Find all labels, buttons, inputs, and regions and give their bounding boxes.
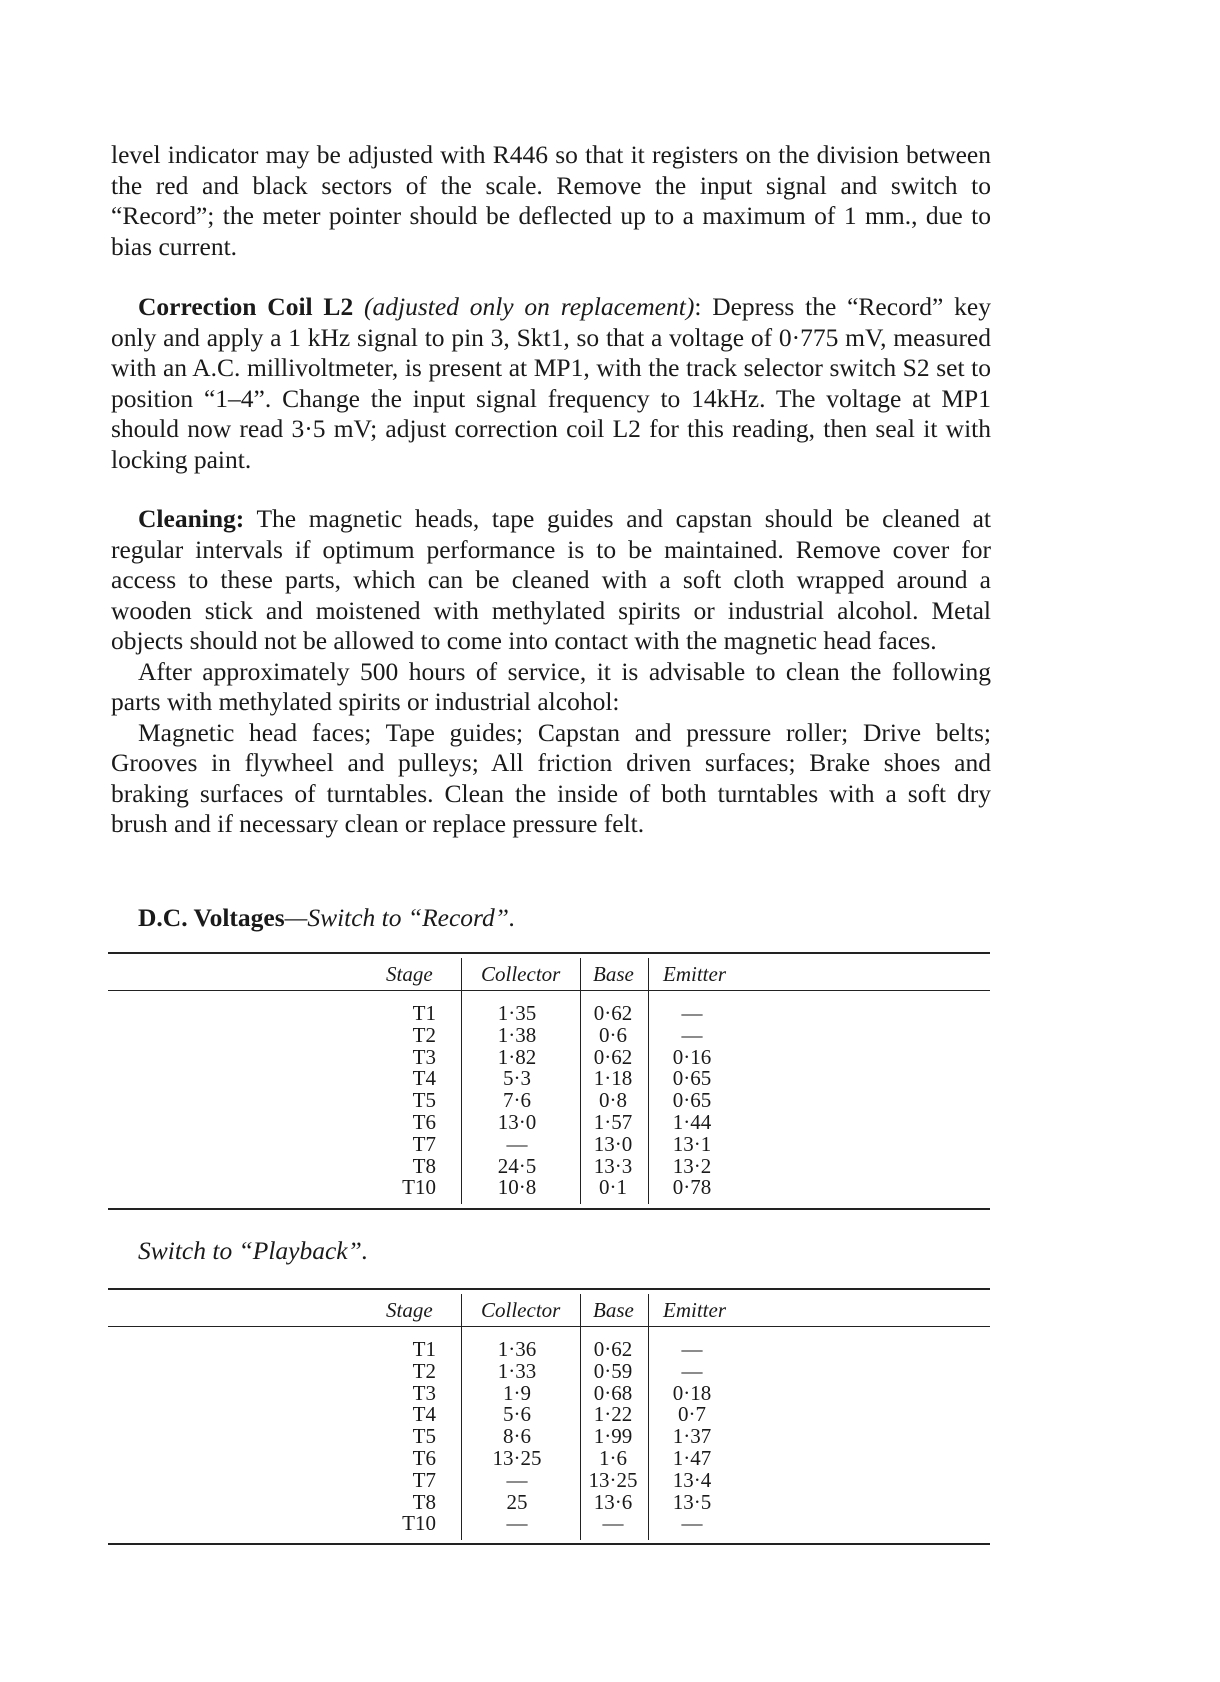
header-collector: Collector <box>481 1298 561 1322</box>
header-collector: Collector <box>481 962 561 986</box>
table-header-rule <box>108 1326 990 1327</box>
header-stage: Stage <box>386 962 433 986</box>
stage-column-values: T1 T2 T3 T4 T5 T6 T7 T8 T10 <box>402 1001 436 1200</box>
table-header-rule <box>108 990 990 991</box>
base-column-values: 0·62 0·59 0·68 1·22 1·99 1·6 13·25 13·6 — <box>588 1337 638 1536</box>
emitter-column-values: — — 0·18 0·7 1·37 1·47 13·4 13·5 — <box>672 1337 712 1536</box>
cleaning-interval-text: After approximately 500 hours of service, it is advisable to clean the following parts with methylated spirits or industrial alcohol: <box>111 656 991 716</box>
base-column-values: 0·62 0·6 0·62 1·18 0·8 1·57 13·0 13·3 0·1 <box>593 1001 633 1200</box>
header-base: Base <box>593 962 634 986</box>
header-stage: Stage <box>386 1298 433 1322</box>
collector-column-values: 1·35 1·38 1·82 5·3 7·6 13·0 — 24·5 10·8 <box>497 1001 537 1200</box>
table-bottom-rule <box>108 1543 990 1545</box>
paragraph-level-indicator <box>111 140 991 262</box>
dc-voltages-record-heading: D.C. Voltages—Switch to “Record”. <box>138 903 516 932</box>
stage-column-values: T1 T2 T3 T4 T5 T6 T7 T8 T10 <box>402 1337 436 1536</box>
cleaning-parts-text: Magnetic head faces; Tape guides; Capstan and pressure roller; Drive belts; Grooves in flywheel and pulleys; All friction driven surfaces; Brake shoes and braking surfaces of turntables. Clean the inside of both turntables with a soft dry brush and if necessary clean or replace pressure felt. <box>111 717 991 838</box>
playback-heading: Switch to “Playback”. <box>138 1236 369 1265</box>
table-top-rule <box>108 952 990 954</box>
column-divider <box>648 1294 649 1540</box>
cleaning-heading: Cleaning: <box>138 504 245 533</box>
paragraph-correction-coil <box>111 292 991 475</box>
paragraph-cleaning <box>111 504 991 840</box>
column-divider <box>461 1294 462 1540</box>
emitter-column-values: — — 0·16 0·65 0·65 1·44 13·1 13·2 0·78 <box>672 1001 712 1200</box>
column-divider <box>648 958 649 1204</box>
table-bottom-rule <box>108 1208 990 1210</box>
header-emitter: Emitter <box>663 1298 726 1322</box>
collector-column-values: 1·36 1·33 1·9 5·6 8·6 13·25 — 25 — <box>492 1337 542 1536</box>
correction-coil-heading: Correction Coil L2 <box>138 292 354 321</box>
header-base: Base <box>593 1298 634 1322</box>
column-divider <box>461 958 462 1204</box>
cleaning-text: The magnetic heads, tape guides and capstan should be cleaned at regular intervals if optimum performance is to be maintained. Remove cover for access to these parts, which can be cleaned with a soft cloth wrapped around a wooden stick and moistened with methylated spirits or industrial alcohol. Metal objects should not be allowed to come into contact with the magnetic head faces. <box>111 504 991 655</box>
table-top-rule <box>108 1288 990 1290</box>
header-emitter: Emitter <box>663 962 726 986</box>
paragraph-text: level indicator may be adjusted with R446 so that it registers on the division between the red and black sectors of the scale. Remove the input signal and switch to “Record”; the meter pointer should be deflected up to a maximum of 1 mm., due to bias current. <box>111 140 991 261</box>
correction-coil-text: : Depress the “Record” key only and apply a 1 kHz signal to pin 3, Skt1, so that a voltage of 0·775 mV, measured with an A.C. millivoltmeter, is present at MP1, with the track selector switch S2 set to position “1–4”. Change the input signal frequency to 14kHz. The voltage at MP1 should now read 3·5 mV; adjust correction coil L2 for this reading, then seal it with locking paint. <box>111 292 991 474</box>
correction-coil-note: (adjusted only on replacement) <box>364 292 695 321</box>
